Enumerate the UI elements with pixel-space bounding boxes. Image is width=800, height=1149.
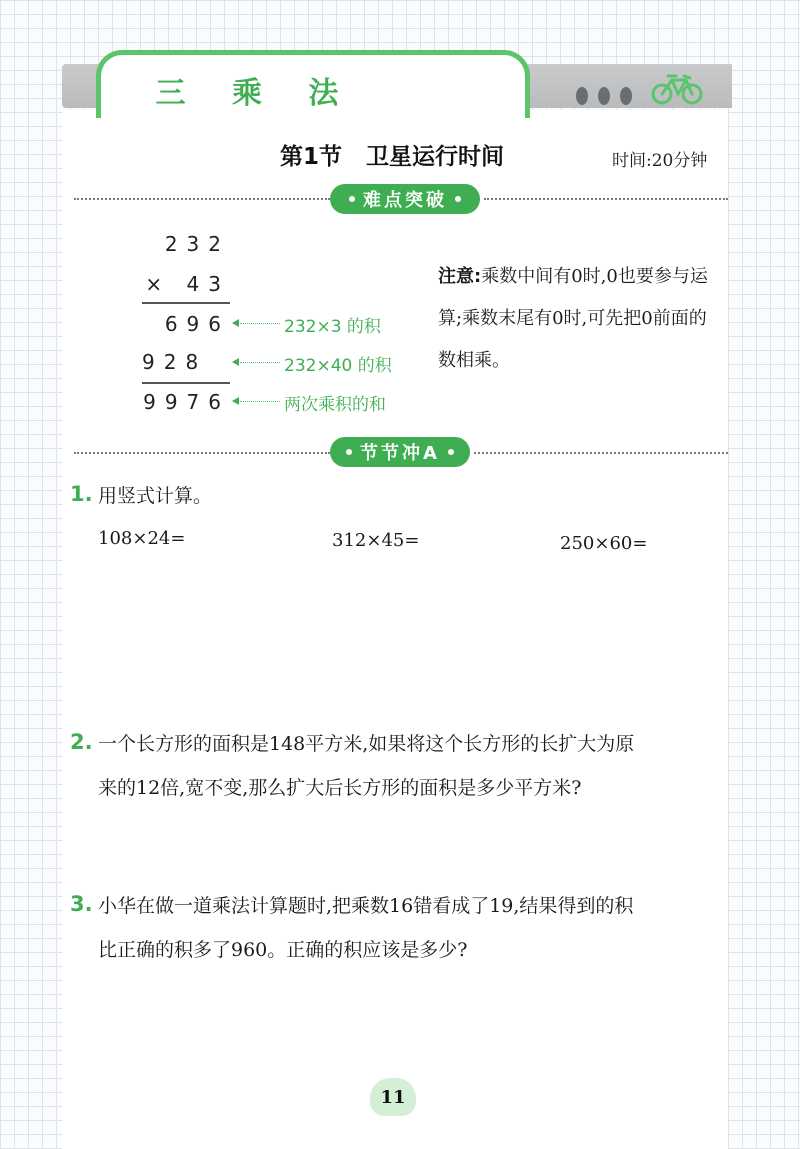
calc-partial-1: 696 (164, 312, 230, 336)
divider-left (74, 198, 330, 200)
annotation-partial-1: 232×3 的积 (284, 317, 381, 337)
arrow-line (240, 323, 280, 324)
calc-multiplier: × 43 (145, 272, 230, 296)
page-number: 11 (370, 1078, 416, 1116)
arrow-left-icon (232, 397, 239, 405)
calc-line-1 (142, 302, 230, 304)
difficulty-badge: 难点突破 (330, 184, 480, 214)
divider-right (484, 198, 728, 200)
bushes-icon (574, 82, 634, 108)
expression-3: 250×60= (560, 533, 648, 554)
question-1-number: 1. (70, 482, 93, 506)
calc-partial-2: 928 (142, 350, 208, 374)
calc-result: 9976 (143, 390, 230, 414)
practice-badge: 节节冲A (330, 437, 470, 467)
question-2-line-2: 来的12倍,宽不变,那么扩大后长方形的面积是多少平方米? (98, 777, 582, 799)
question-2-number: 2. (70, 730, 93, 754)
question-1-text: 用竖式计算。 (98, 485, 213, 507)
question-2-line-1: 一个长方形的面积是148平方米,如果将这个长方形的长扩大为原 (98, 733, 635, 755)
expression-2: 312×45= (332, 530, 420, 551)
calc-line-2 (142, 382, 230, 384)
annotation-sum: 两次乘积的和 (284, 395, 386, 415)
calc-multiplicand: 232 (164, 232, 230, 256)
divider-right (474, 452, 728, 454)
grid-background-left (0, 0, 62, 1149)
grid-background-right (728, 0, 800, 1149)
question-3-number: 3. (70, 892, 93, 916)
question-3-line-1: 小华在做一道乘法计算题时,把乘数16错看成了19,结果得到的积 (98, 895, 634, 917)
note-text: 乘数中间有0时,0也要参与运算;乘数末尾有0时,可先把0前面的数相乘。 (438, 266, 708, 371)
arrow-left-icon (232, 319, 239, 327)
bicycle-icon (650, 72, 704, 106)
note-box (438, 256, 708, 382)
arrow-line (240, 362, 280, 363)
expression-1: 108×24= (98, 528, 186, 549)
question-3-line-2: 比正确的积多了960。正确的积应该是多少? (98, 939, 468, 961)
section-title: 第1节 卫星运行时间 (280, 144, 505, 170)
time-label: 时间:20分钟 (612, 151, 708, 171)
arrow-line (240, 401, 280, 402)
annotation-partial-2: 232×40 的积 (284, 356, 392, 376)
chapter-title: 三 乘 法 (155, 76, 357, 111)
divider-left (74, 452, 330, 454)
note-label: 注意: (438, 266, 482, 287)
arrow-left-icon (232, 358, 239, 366)
